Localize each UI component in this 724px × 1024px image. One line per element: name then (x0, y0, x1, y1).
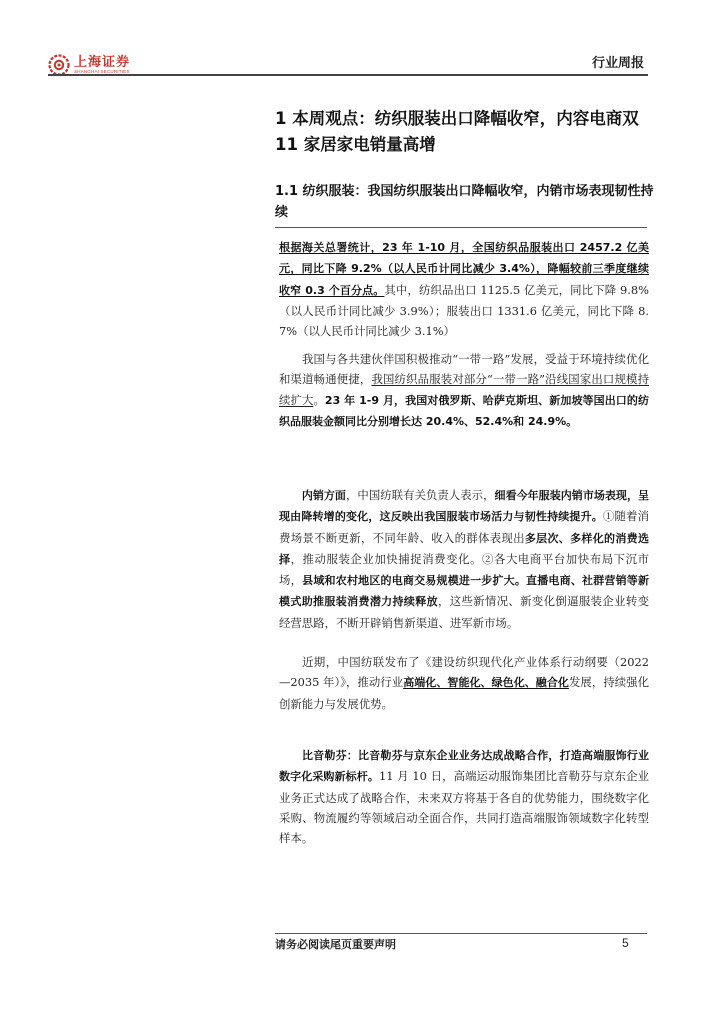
belt-road-intro: 我国与各共建伙伴国积极推动“一带一路”发展，受益于环境持续优化和渠道畅通便捷， (279, 352, 649, 387)
export-stats-highlight: 根据海关总署统计，23 年 1-10 月，全国纺织品服装出口 2457.2 亿美元，同比下降 9.2%（以人民币计同比减少 3.4%），降幅较前三季度继续收窄 0.3 个百分点。 (279, 241, 649, 297)
belt-road-growth: 23 年 1-9 月，我国对俄罗斯、哈萨克斯坦、新加坡等国出口的纺织品服装金额同比分别增长达 20.4%、52.4%和 24.9%。 (279, 393, 649, 428)
action-plan-highlight: 高端化、智能化、绿色化、融合化 (403, 676, 569, 690)
footer-divider (275, 933, 647, 934)
domestic-bold-3: 县域和农村地区的电商交易规模进一步扩大。直播电商、社群营销等新模式助推服装消费潜力持续释放 (279, 574, 649, 609)
paragraph-biem-l-fdlkk (279, 745, 649, 848)
paragraph-action-plan (279, 652, 649, 714)
biem-detail: 11 月 10 日，高端运动服饰集团比音勒芬与京东企业业务正式达成了战略合作，未来双方将基于各自的优势能力，围绕数字化采购、物流履约等领域启动全面合作，共同打造高端服饰领域数字化转型样本。 (279, 769, 649, 846)
domestic-bold-1: 细看今年服装内销市场表现，呈现由降转增的变化，这反映出我国服装市场活力与韧性持续提升。 (279, 489, 650, 524)
action-plan-text-1: 近期，中国纺联发布了《建设纺织现代化产业体系行动纲要（2022—2035 年）》，推动行业 (279, 655, 649, 690)
biem-highlight: 比音勒芬：比音勒芬与京东企业业务达成战略合作，打造高端服饰行业数字化采购新标杆。 (279, 749, 649, 784)
belt-road-underlined: 我国纺织品服装对部分“一带一路”沿线国家出口规模持续扩大 (279, 372, 649, 407)
domestic-text-3: ，推动服装企业加快捕捉消费变化。②各大电商平台加快布局下沉市场， (279, 551, 649, 588)
paragraph-export-stats (279, 237, 649, 341)
domestic-text-2: ①随着消费场景不断更新，不同年龄、收入的群体表现出 (279, 509, 649, 545)
paragraph-belt-and-road (279, 349, 649, 432)
subsection-divider (275, 227, 647, 228)
section-heading-1: 1 本周观点：纺织服装出口降幅收窄，内容电商双 11 家居家电销量高增 (275, 109, 639, 154)
domestic-bold-2: 多层次、多样化的消费选择 (279, 531, 649, 566)
shanghai-securities-logo-icon (48, 54, 70, 76)
logo-english-text: SHANGHAI SECURITIES (74, 68, 130, 74)
paragraph-domestic-sales (279, 485, 649, 633)
action-plan-text-2: 发展，持续强化创新能力与发展优势。 (279, 675, 649, 711)
section-heading-1-1: 1.1 纺织服装：我国纺织服装出口降幅收窄，内销市场表现韧性持续 (275, 184, 654, 220)
header-divider (48, 74, 648, 76)
page-number: 5 (622, 936, 629, 950)
company-logo (48, 54, 130, 76)
domestic-text-4: ，这些新情况、新变化倒逼服装企业转变经营思路，不断开辟销售新渠道、进军新市场。 (279, 594, 649, 630)
domestic-text-1: ，中国纺联有关负责人表示， (345, 488, 495, 502)
belt-road-period: 。 (313, 392, 325, 407)
domestic-lead: 内销方面 (301, 489, 346, 502)
report-type-label: 行业周报 (591, 56, 644, 71)
export-stats-detail: 其中，纺织品出口 1125.5 亿美元，同比下降 9.8%（以人民币计同比减少 3.9%）；服装出口 1331.6 亿美元，同比下降 8.7%（以人民币计同比减少 3.1%） (279, 282, 649, 339)
disclaimer-note: 请务必阅读尾页重要声明 (275, 938, 396, 951)
logo-chinese-text: 上海证券 (74, 54, 131, 70)
